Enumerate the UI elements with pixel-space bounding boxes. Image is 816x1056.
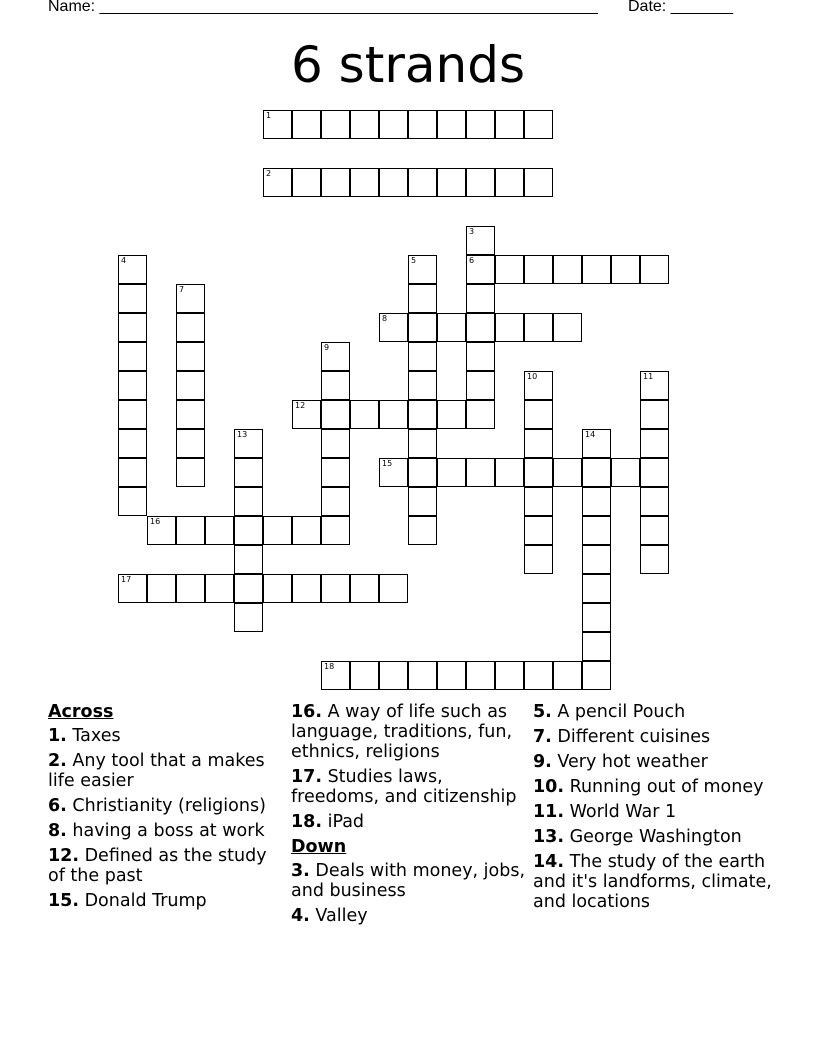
clue-item	[291, 767, 526, 807]
grid-cell[interactable]	[350, 400, 379, 429]
grid-cell[interactable]	[408, 110, 437, 139]
grid-cell[interactable]	[176, 371, 205, 400]
grid-cell[interactable]	[176, 284, 205, 313]
grid-cell[interactable]	[495, 110, 524, 139]
grid-cell[interactable]	[466, 255, 495, 284]
clue-text: World War 1	[564, 802, 677, 822]
grid-cell[interactable]	[292, 574, 321, 603]
grid-cell[interactable]	[321, 458, 350, 487]
grid-cell[interactable]	[524, 661, 553, 690]
grid-cell[interactable]	[640, 458, 669, 487]
clue-number: 12.	[48, 846, 80, 866]
grid-cell[interactable]	[466, 371, 495, 400]
clue-number-label: 14	[585, 430, 596, 439]
clue-item	[291, 702, 526, 762]
grid-cell[interactable]	[524, 429, 553, 458]
clue-number: 10.	[533, 777, 565, 797]
clue-number-label: 18	[324, 662, 335, 671]
clue-text: Any tool that a makes life easier	[48, 751, 265, 791]
grid-cell[interactable]	[582, 632, 611, 661]
clue-number: 4.	[291, 906, 310, 926]
grid-cell[interactable]	[234, 458, 263, 487]
clue-item	[48, 821, 278, 841]
clue-item	[291, 906, 526, 926]
clue-text: Studies laws, freedoms, and citizenship	[291, 767, 517, 807]
grid-cell[interactable]	[466, 661, 495, 690]
grid-cell[interactable]	[582, 545, 611, 574]
grid-cell[interactable]	[205, 516, 234, 545]
grid-cell[interactable]	[205, 574, 234, 603]
grid-cell[interactable]	[524, 255, 553, 284]
grid-cell[interactable]	[408, 371, 437, 400]
grid-cell[interactable]	[408, 342, 437, 371]
clue-text: Deals with money, jobs, and business	[291, 861, 526, 901]
grid-cell[interactable]	[553, 458, 582, 487]
grid-cell[interactable]	[408, 458, 437, 487]
clue-text: George Washington	[564, 827, 742, 847]
grid-cell[interactable]	[321, 429, 350, 458]
grid-cell[interactable]	[553, 255, 582, 284]
clue-number-label: 11	[643, 372, 654, 381]
grid-cell[interactable]	[379, 110, 408, 139]
clue-text: having a boss at work	[66, 821, 265, 841]
grid-cell[interactable]	[379, 574, 408, 603]
clue-item	[48, 891, 278, 911]
date-field-label: Date: _______	[628, 0, 733, 15]
grid-cell[interactable]	[350, 168, 379, 197]
clue-number-label: 10	[527, 372, 538, 381]
clue-number: 15.	[48, 891, 80, 911]
grid-cell[interactable]	[147, 574, 176, 603]
grid-cell[interactable]	[118, 574, 147, 603]
grid-cell[interactable]	[234, 429, 263, 458]
grid-cell[interactable]	[234, 545, 263, 574]
grid-cell[interactable]	[640, 371, 669, 400]
clue-number: 8.	[48, 821, 67, 841]
grid-cell[interactable]	[292, 110, 321, 139]
clue-item	[48, 726, 278, 746]
grid-cell[interactable]	[524, 545, 553, 574]
clue-number-label: 12	[295, 401, 306, 410]
grid-cell[interactable]	[524, 168, 553, 197]
clue-number-label: 6	[469, 256, 475, 265]
clue-item	[533, 727, 773, 747]
grid-cell[interactable]	[321, 400, 350, 429]
grid-cell[interactable]	[495, 255, 524, 284]
grid-cell[interactable]	[379, 458, 408, 487]
clue-number: 6.	[48, 796, 67, 816]
grid-cell[interactable]	[292, 400, 321, 429]
grid-cell[interactable]	[118, 429, 147, 458]
grid-cell[interactable]	[408, 429, 437, 458]
grid-cell[interactable]	[350, 661, 379, 690]
grid-cell[interactable]	[118, 487, 147, 516]
grid-cell[interactable]	[408, 313, 437, 342]
grid-cell[interactable]	[524, 516, 553, 545]
clue-item	[291, 812, 526, 832]
clue-text: Very hot weather	[551, 752, 708, 772]
grid-cell[interactable]	[582, 661, 611, 690]
grid-cell[interactable]	[118, 255, 147, 284]
clue-number: 18.	[291, 812, 323, 832]
grid-cell[interactable]	[495, 661, 524, 690]
grid-cell[interactable]	[408, 487, 437, 516]
grid-cell[interactable]	[408, 255, 437, 284]
grid-cell[interactable]	[321, 487, 350, 516]
clue-number: 2.	[48, 751, 67, 771]
grid-cell[interactable]	[321, 574, 350, 603]
clue-item	[291, 861, 526, 901]
grid-cell[interactable]	[408, 284, 437, 313]
clue-text: Donald Trump	[79, 891, 207, 911]
grid-cell[interactable]	[234, 603, 263, 632]
grid-cell[interactable]	[176, 429, 205, 458]
grid-cell[interactable]	[466, 110, 495, 139]
clue-item	[48, 796, 278, 816]
grid-cell[interactable]	[640, 545, 669, 574]
clue-text: Defined as the study of the past	[48, 846, 267, 886]
clue-text: A pencil Pouch	[551, 702, 686, 722]
clue-item	[533, 702, 773, 722]
grid-cell[interactable]	[263, 168, 292, 197]
clue-text: Running out of money	[564, 777, 764, 797]
clue-text: Christianity (religions)	[66, 796, 266, 816]
grid-cell[interactable]	[611, 458, 640, 487]
grid-cell[interactable]	[321, 516, 350, 545]
grid-cell[interactable]	[118, 284, 147, 313]
grid-cell[interactable]	[553, 313, 582, 342]
grid-cell[interactable]	[350, 574, 379, 603]
grid-cell[interactable]	[292, 516, 321, 545]
clue-number-label: 15	[382, 459, 393, 468]
clue-item	[533, 852, 773, 912]
grid-cell[interactable]	[321, 168, 350, 197]
grid-cell[interactable]	[466, 458, 495, 487]
down-heading: Down	[291, 837, 347, 857]
grid-cell[interactable]	[234, 487, 263, 516]
grid-cell[interactable]	[118, 342, 147, 371]
clue-number: 5.	[533, 702, 552, 722]
clue-number-label: 8	[382, 314, 388, 323]
grid-cell[interactable]	[234, 574, 263, 603]
clue-item	[48, 751, 278, 791]
grid-cell[interactable]	[495, 168, 524, 197]
clue-number: 16.	[291, 702, 323, 722]
grid-cell[interactable]	[466, 284, 495, 313]
grid-cell[interactable]	[582, 255, 611, 284]
clue-number: 9.	[533, 752, 552, 772]
grid-cell[interactable]	[321, 661, 350, 690]
grid-cell[interactable]	[234, 516, 263, 545]
grid-cell[interactable]	[437, 400, 466, 429]
clue-number-label: 5	[411, 256, 417, 265]
grid-cell[interactable]	[350, 110, 379, 139]
grid-cell[interactable]	[321, 110, 350, 139]
clue-text: Taxes	[66, 726, 121, 746]
grid-cell[interactable]	[582, 487, 611, 516]
grid-cell[interactable]	[524, 458, 553, 487]
grid-cell[interactable]	[466, 168, 495, 197]
clue-number-label: 16	[150, 517, 161, 526]
grid-cell[interactable]	[553, 661, 582, 690]
grid-cell[interactable]	[408, 661, 437, 690]
grid-cell[interactable]	[321, 342, 350, 371]
grid-cell[interactable]	[408, 400, 437, 429]
clue-number-label: 13	[237, 430, 248, 439]
grid-cell[interactable]	[176, 574, 205, 603]
grid-cell[interactable]	[466, 400, 495, 429]
puzzle-title: 6 strands	[290, 36, 526, 94]
grid-cell[interactable]	[118, 458, 147, 487]
clue-number: 13.	[533, 827, 565, 847]
clue-item	[533, 802, 773, 822]
clue-text: A way of life such as language, traditions, fun, ethnics, religions	[291, 702, 513, 762]
clue-number-label: 17	[121, 575, 132, 584]
clue-item	[48, 846, 278, 886]
clue-text: Valley	[309, 906, 368, 926]
name-field-label: Name: ________________________________________________________	[48, 0, 598, 15]
grid-cell[interactable]	[379, 168, 408, 197]
clue-item	[533, 777, 773, 797]
grid-cell[interactable]	[118, 400, 147, 429]
clue-number-label: 4	[121, 256, 127, 265]
across-heading: Across	[48, 702, 114, 722]
grid-cell[interactable]	[176, 313, 205, 342]
clue-number: 1.	[48, 726, 67, 746]
grid-cell[interactable]	[640, 487, 669, 516]
clue-item	[533, 827, 773, 847]
grid-cell[interactable]	[524, 313, 553, 342]
clue-text: Different cuisines	[551, 727, 711, 747]
grid-cell[interactable]	[379, 313, 408, 342]
grid-cell[interactable]	[408, 516, 437, 545]
clue-number: 7.	[533, 727, 552, 747]
grid-cell[interactable]	[495, 458, 524, 487]
clue-number-label: 2	[266, 169, 272, 178]
clues-column-3	[533, 702, 773, 917]
clue-number-label: 1	[266, 111, 272, 120]
clues-column-1	[48, 702, 278, 916]
grid-cell[interactable]	[582, 429, 611, 458]
grid-cell[interactable]	[611, 255, 640, 284]
clue-number: 3.	[291, 861, 310, 881]
grid-cell[interactable]	[147, 516, 176, 545]
grid-cell[interactable]	[292, 168, 321, 197]
grid-cell[interactable]	[524, 400, 553, 429]
grid-cell[interactable]	[437, 661, 466, 690]
grid-cell[interactable]	[466, 226, 495, 255]
grid-cell[interactable]	[640, 400, 669, 429]
grid-cell[interactable]	[437, 168, 466, 197]
clue-number: 17.	[291, 767, 323, 787]
grid-cell[interactable]	[437, 110, 466, 139]
clue-item	[533, 752, 773, 772]
grid-cell[interactable]	[640, 255, 669, 284]
clue-text: The study of the earth and it's landforms, climate, and locations	[533, 852, 772, 912]
grid-cell[interactable]	[495, 313, 524, 342]
grid-cell[interactable]	[263, 574, 292, 603]
grid-cell[interactable]	[437, 458, 466, 487]
grid-cell[interactable]	[466, 342, 495, 371]
clue-number-label: 3	[469, 227, 475, 236]
grid-cell[interactable]	[176, 516, 205, 545]
clue-number: 14.	[533, 852, 565, 872]
grid-cell[interactable]	[379, 661, 408, 690]
grid-cell[interactable]	[408, 168, 437, 197]
clue-number-label: 9	[324, 343, 330, 352]
clues-column-2	[291, 702, 526, 931]
grid-cell[interactable]	[640, 429, 669, 458]
grid-cell[interactable]	[263, 516, 292, 545]
grid-cell[interactable]	[321, 371, 350, 400]
grid-cell[interactable]	[524, 371, 553, 400]
grid-cell[interactable]	[466, 313, 495, 342]
grid-cell[interactable]	[176, 342, 205, 371]
grid-cell[interactable]	[118, 371, 147, 400]
grid-cell[interactable]	[176, 400, 205, 429]
grid-cell[interactable]	[524, 487, 553, 516]
grid-cell[interactable]	[582, 516, 611, 545]
grid-cell[interactable]	[582, 574, 611, 603]
clue-number: 11.	[533, 802, 565, 822]
grid-cell[interactable]	[263, 110, 292, 139]
grid-cell[interactable]	[437, 313, 466, 342]
clue-number-label: 7	[179, 285, 185, 294]
grid-cell[interactable]	[582, 458, 611, 487]
grid-cell[interactable]	[176, 458, 205, 487]
grid-cell[interactable]	[118, 313, 147, 342]
grid-cell[interactable]	[524, 110, 553, 139]
grid-cell[interactable]	[582, 603, 611, 632]
grid-cell[interactable]	[379, 400, 408, 429]
clue-text: iPad	[322, 812, 365, 832]
grid-cell[interactable]	[640, 516, 669, 545]
